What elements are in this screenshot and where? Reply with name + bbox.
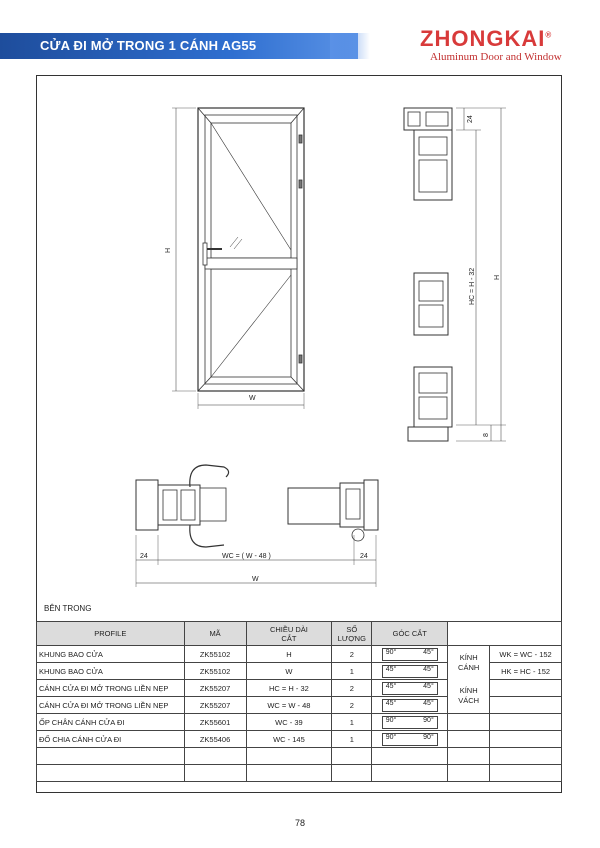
vertical-section (404, 108, 506, 441)
cell-goc-cat (372, 646, 448, 663)
cell-profile: ĐỐ CHIA CÁNH CỬA ĐI (37, 731, 185, 748)
cell-ma: ZK55601 (184, 714, 246, 731)
header-so-luong (332, 622, 372, 646)
cell-chieu-dai: WC = W - 48 (246, 697, 332, 714)
header-so-luong-line1: SỐ (346, 624, 358, 634)
angle-left: 45° (385, 665, 397, 673)
cell-profile: CÁNH CỬA ĐI MỞ TRONG LIỀN NẸP (37, 680, 185, 697)
cell-ma: ZK55207 (184, 697, 246, 714)
horizontal-section (136, 465, 378, 587)
angle-right: 45° (423, 648, 434, 656)
angle-right: 90° (423, 716, 434, 724)
header-profile: PROFILE (37, 622, 185, 646)
table-row (37, 680, 562, 697)
header-chieu-dai-line1: CHIỀU DÀI (269, 624, 308, 634)
brand-registered: ® (545, 30, 553, 40)
table-row-empty (37, 748, 562, 765)
cell-chieu-dai: HC = H - 32 (246, 680, 332, 697)
plan-w-label: W (252, 576, 259, 583)
inside-label: BÊN TRONG (44, 604, 92, 613)
angle-profile-icon (382, 699, 438, 712)
cell-profile: KHUNG BAO CỬA (37, 646, 185, 663)
kinh-vach-line1: KÍNH (459, 686, 478, 696)
angle-left: 90° (385, 716, 397, 724)
cell-so-luong: 2 (332, 680, 372, 697)
table-row (37, 646, 562, 663)
brand-tagline: Aluminum Door and Window (430, 51, 562, 63)
angle-left: 45° (385, 682, 397, 690)
cell-ma: ZK55406 (184, 731, 246, 748)
cell-chieu-dai: W (246, 663, 332, 680)
section-h-label: H (494, 274, 501, 280)
cell-profile: ỐP CHÂN CÁNH CỬA ĐI (37, 714, 185, 731)
door-height-label: H (165, 247, 172, 253)
kinh-canh-label (448, 646, 490, 680)
cell-so-luong: 1 (332, 714, 372, 731)
cell-profile: CÁNH CỬA ĐI MỞ TRONG LIỀN NẸP (37, 697, 185, 714)
table-row-empty (37, 765, 562, 782)
kinh-canh-line1: KÍNH (459, 652, 478, 662)
cell-ma: ZK55102 (184, 646, 246, 663)
brand-logo (420, 26, 552, 52)
kinh-canh-line2: CÁNH (458, 662, 480, 672)
cell-goc-cat (372, 680, 448, 697)
plan-dim-right: 24 (360, 553, 368, 560)
cell-so-luong: 2 (332, 646, 372, 663)
section-dim-top: 24 (467, 115, 474, 123)
cell-chieu-dai: WC - 145 (246, 731, 332, 748)
cell-so-luong: 2 (332, 697, 372, 714)
cell-so-luong: 1 (332, 731, 372, 748)
header-so-luong-line2: LƯỢNG (337, 633, 366, 643)
table-row (37, 731, 562, 748)
side-blank (448, 714, 490, 731)
cell-chieu-dai: H (246, 646, 332, 663)
header-blank (448, 622, 562, 646)
side-blank (490, 680, 562, 697)
angle-right: 45° (423, 682, 434, 690)
angle-profile-icon (382, 648, 438, 661)
plan-wc-label: WC = ( W - 48 ) (222, 553, 271, 560)
header-chieu-dai-line2: CẮT (281, 633, 297, 643)
door-width-label: W (249, 395, 256, 402)
cell-goc-cat (372, 663, 448, 680)
cell-goc-cat (372, 731, 448, 748)
cell-ma: ZK55207 (184, 680, 246, 697)
cell-ma: ZK55102 (184, 663, 246, 680)
header-goc-cat: GÓC CẮT (372, 622, 448, 646)
angle-right: 45° (423, 665, 434, 673)
header-band-fade (330, 33, 370, 59)
page-title: CỬA ĐI MỞ TRONG 1 CÁNH AG55 (40, 38, 257, 53)
cell-so-luong: 1 (332, 663, 372, 680)
cell-chieu-dai: WC - 39 (246, 714, 332, 731)
section-dim-bottom: 8 (483, 433, 490, 437)
angle-profile-icon (382, 716, 438, 729)
cell-goc-cat (372, 714, 448, 731)
angle-left: 90° (385, 733, 397, 741)
brand-name: ZHONGKAI (420, 26, 546, 51)
profile-table (36, 621, 562, 782)
side-blank (490, 697, 562, 714)
angle-profile-icon (382, 665, 438, 678)
angle-right: 90° (423, 733, 434, 741)
hk-formula: HK = HC - 152 (490, 663, 562, 680)
kinh-vach-label (448, 680, 490, 714)
side-blank (490, 731, 562, 748)
page-number: 78 (294, 818, 305, 828)
header-chieu-dai (246, 622, 332, 646)
wk-formula: WK = WC - 152 (490, 646, 562, 663)
angle-left: 45° (385, 699, 397, 707)
side-blank (490, 714, 562, 731)
table-header-row (37, 622, 562, 646)
side-blank (448, 731, 490, 748)
plan-dim-left: 24 (140, 553, 148, 560)
technical-drawing (36, 75, 562, 615)
door-elevation (172, 108, 304, 409)
cell-goc-cat (372, 697, 448, 714)
angle-left: 90° (385, 648, 397, 656)
table-row (37, 714, 562, 731)
section-hc-label: HC = H - 32 (469, 267, 476, 305)
header-ma: MÃ (184, 622, 246, 646)
angle-profile-icon (382, 682, 438, 695)
angle-right: 45° (423, 699, 434, 707)
kinh-vach-line2: VÁCH (458, 696, 480, 706)
angle-profile-icon (382, 733, 438, 746)
cell-profile: KHUNG BAO CỬA (37, 663, 185, 680)
